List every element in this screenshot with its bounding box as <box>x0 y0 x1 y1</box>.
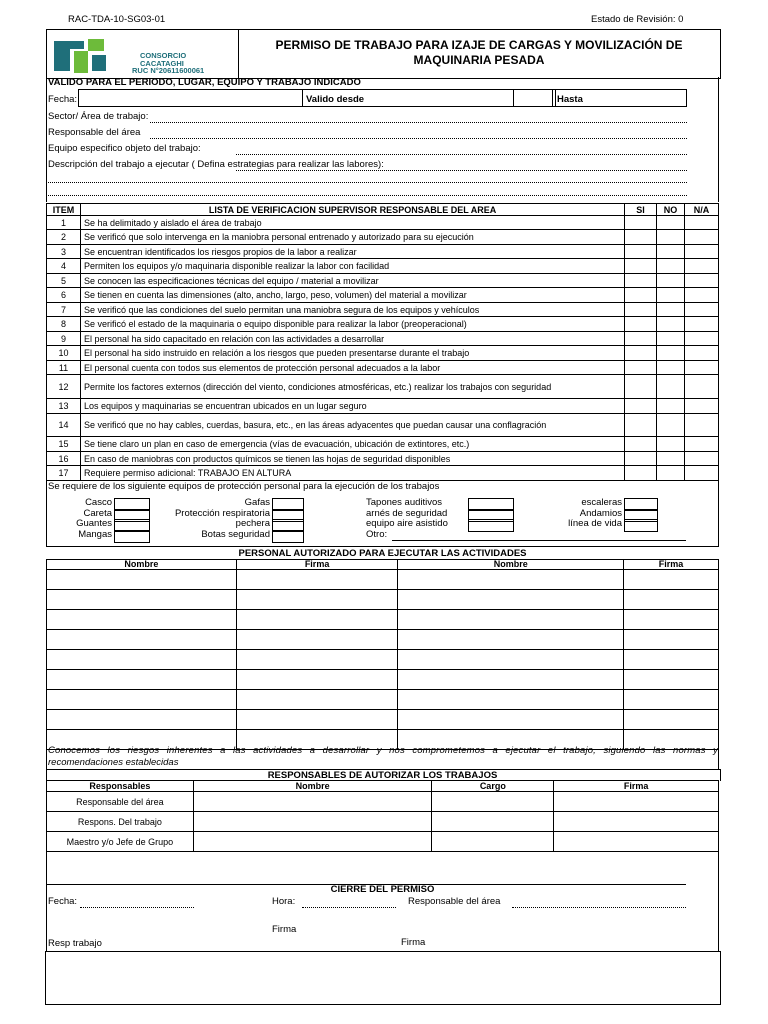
item-number: 5 <box>47 274 81 288</box>
epp-botas-checkbox[interactable] <box>272 530 304 543</box>
table-row <box>47 792 719 812</box>
page-title-line2: MAQUINARIA PESADA <box>413 53 545 67</box>
firma-cell[interactable] <box>236 710 398 730</box>
nombre-cell[interactable] <box>398 630 624 650</box>
epp-botas-label: Botas seguridad <box>201 529 270 540</box>
nombre-cell[interactable] <box>47 670 237 690</box>
epp-pechera-label: pechera <box>235 518 270 529</box>
firma-cell[interactable] <box>554 812 719 832</box>
table-row <box>47 259 719 274</box>
table-row <box>47 650 719 670</box>
general-right-border <box>718 77 719 202</box>
check-na[interactable] <box>685 452 719 466</box>
check-no[interactable] <box>657 361 685 375</box>
check-no[interactable] <box>657 466 685 481</box>
table-row <box>47 288 719 303</box>
nombre-cell[interactable] <box>47 570 237 590</box>
cierre-responsable-label: Responsable del área <box>408 896 501 907</box>
header-divider <box>238 29 239 78</box>
epp-right-border <box>718 481 719 547</box>
nombre-cell[interactable] <box>193 832 432 852</box>
epp-mangas-checkbox[interactable] <box>114 530 150 543</box>
table-row <box>47 230 719 245</box>
check-no[interactable] <box>657 245 685 259</box>
item-text: Se verificó el estado de la maquinaria o equipo disponible para realizar la labor (preoperacional) <box>80 317 624 332</box>
firma-cell[interactable] <box>236 610 398 630</box>
col-si: SI <box>625 204 657 216</box>
cargo-cell[interactable] <box>432 832 554 852</box>
epp-casco-label: Casco <box>85 497 112 508</box>
nombre-cell[interactable] <box>47 650 237 670</box>
sector-label: Sector/ Área de trabajo: <box>48 111 149 122</box>
table-row <box>47 375 719 399</box>
item-number: 1 <box>47 216 81 230</box>
epp-arnes-label: arnés de seguridad <box>366 508 448 519</box>
check-no[interactable] <box>657 274 685 288</box>
col-lista: LISTA DE VERIFICACION SUPERVISOR RESPONSABLE DEL AREA <box>80 204 624 216</box>
item-text: Se tiene claro un plan en caso de emergencia (vías de evacuación, ubicación de extintores, etc.) <box>80 437 624 452</box>
check-si[interactable] <box>625 399 657 414</box>
descripcion-field-2[interactable] <box>48 182 687 183</box>
col-responsables: Responsables <box>47 781 194 792</box>
descripcion-field-1[interactable] <box>236 170 687 171</box>
check-si[interactable] <box>625 216 657 230</box>
check-na[interactable] <box>685 346 719 361</box>
item-number: 6 <box>47 288 81 303</box>
firma-cell[interactable] <box>236 630 398 650</box>
observations-box[interactable] <box>45 951 721 1005</box>
cierre-firma-2-label: Firma <box>401 937 426 948</box>
autorizan-table <box>46 780 719 852</box>
personal-header-row <box>47 560 719 570</box>
logo-text-2: CACATAGHI <box>140 59 184 68</box>
check-na[interactable] <box>685 259 719 274</box>
cargo-cell[interactable] <box>432 792 554 812</box>
epp-andamios-label: Andamios <box>579 508 622 519</box>
nombre-cell[interactable] <box>47 630 237 650</box>
table-row <box>47 317 719 332</box>
item-number: 2 <box>47 230 81 245</box>
col-cargo: Cargo <box>432 781 554 792</box>
responsable-role: Maestro y/o Jefe de Grupo <box>47 832 194 852</box>
check-si[interactable] <box>625 303 657 317</box>
table-row <box>47 361 719 375</box>
firma-cell[interactable] <box>236 670 398 690</box>
validity-heading: VALIDO PARA EL PERIODO, LUGAR, EQUIPO Y TRABAJO INDICADO <box>48 77 361 88</box>
table-row <box>47 590 719 610</box>
check-na[interactable] <box>685 375 719 399</box>
epp-left-border <box>46 481 47 547</box>
table-row <box>47 414 719 437</box>
col-nombre-2: Nombre <box>398 560 624 570</box>
check-si[interactable] <box>625 317 657 332</box>
epp-aire-label: equipo aire asistido <box>366 518 448 529</box>
check-si[interactable] <box>625 332 657 346</box>
item-number: 13 <box>47 399 81 414</box>
col-firma-1: Firma <box>236 560 398 570</box>
nombre-cell[interactable] <box>398 590 624 610</box>
descripcion-label: Descripción del trabajo a ejecutar ( Defina estrategias para realizar las labores): <box>48 159 384 170</box>
col-nombre: Nombre <box>193 781 432 792</box>
check-si[interactable] <box>625 288 657 303</box>
nombre-cell[interactable] <box>398 650 624 670</box>
check-na[interactable] <box>685 361 719 375</box>
check-no[interactable] <box>657 303 685 317</box>
descripcion-field-3[interactable] <box>48 195 687 196</box>
item-text: En caso de maniobras con productos químicos se tienen las hojas de seguridad disponibles <box>80 452 624 466</box>
hasta-label: Hasta <box>557 94 583 105</box>
epp-proteccion-label: Protección respiratoria <box>174 508 270 519</box>
check-si[interactable] <box>625 437 657 452</box>
col-nombre-1: Nombre <box>47 560 237 570</box>
nombre-cell[interactable] <box>193 792 432 812</box>
check-si[interactable] <box>625 414 657 437</box>
table-row <box>47 710 719 730</box>
table-row <box>47 466 719 481</box>
nombre-cell[interactable] <box>398 610 624 630</box>
check-no[interactable] <box>657 332 685 346</box>
check-no[interactable] <box>657 216 685 230</box>
commitment-text-2: recomendaciones establecidas <box>48 757 179 768</box>
item-number: 7 <box>47 303 81 317</box>
check-na[interactable] <box>685 216 719 230</box>
check-na[interactable] <box>685 399 719 414</box>
item-number: 17 <box>47 466 81 481</box>
check-si[interactable] <box>625 361 657 375</box>
epp-escaleras-label: escaleras <box>581 497 622 508</box>
item-text: Se ha delimitado y aislado el área de trabajo <box>80 216 624 230</box>
col-item: ITEM <box>47 204 81 216</box>
cierre-hora-label: Hora: <box>272 896 296 907</box>
check-na[interactable] <box>685 317 719 332</box>
col-firma: Firma <box>554 781 719 792</box>
autorizan-section-title: RESPONSABLES DE AUTORIZAR LOS TRABAJOS <box>267 770 498 781</box>
commitment-text: Conocemos los riesgos inherentes a las actividades a desarrollar y nos comprometemos a ejecutar el trabajo, siguiendo las normas y <box>48 745 718 756</box>
table-row <box>47 399 719 414</box>
sector-field[interactable] <box>150 122 687 123</box>
firma-cell[interactable] <box>236 590 398 610</box>
epp-otro-label: Otro: <box>366 529 388 540</box>
cierre-resp-trabajo-label: Resp trabajo <box>48 938 102 949</box>
company-logo <box>52 35 232 75</box>
table-row <box>47 303 719 317</box>
logo-mark-icon <box>52 35 108 75</box>
item-number: 3 <box>47 245 81 259</box>
check-si[interactable] <box>625 274 657 288</box>
nombre-cell[interactable] <box>398 670 624 690</box>
firma-cell[interactable] <box>624 590 719 610</box>
table-row <box>47 216 719 230</box>
check-no[interactable] <box>657 399 685 414</box>
firma-cell[interactable] <box>624 630 719 650</box>
item-number: 11 <box>47 361 81 375</box>
epp-otro-field[interactable] <box>392 540 686 541</box>
epp-intro: Se requiere de los siguiente equipos de protección personal para la ejecución de los trabajos <box>48 481 440 492</box>
nombre-cell[interactable] <box>47 690 237 710</box>
firma-cell[interactable] <box>624 690 719 710</box>
check-no[interactable] <box>657 375 685 399</box>
epp-guantes-label: Guantes <box>76 518 112 529</box>
col-no: NO <box>657 204 685 216</box>
check-na[interactable] <box>685 414 719 437</box>
table-row <box>47 332 719 346</box>
personal-table <box>46 559 719 750</box>
item-number: 16 <box>47 452 81 466</box>
item-number: 14 <box>47 414 81 437</box>
item-text: Se verificó que no hay cables, cuerdas, basura, etc., en las áreas adyacentes que puedan causar una conflagración <box>80 414 624 437</box>
check-no[interactable] <box>657 288 685 303</box>
item-text: Permiten los equipos y/o maquinaria disponible realizar la labor con facilidad <box>80 259 624 274</box>
item-text: Los equipos y maquinarias se encuentran ubicados en un lugar seguro <box>80 399 624 414</box>
check-na[interactable] <box>685 303 719 317</box>
epp-mangas-label: Mangas <box>78 529 112 540</box>
check-na[interactable] <box>685 230 719 245</box>
revision-status: Estado de Revisión: 0 <box>591 14 684 25</box>
check-si[interactable] <box>625 259 657 274</box>
check-si[interactable] <box>625 452 657 466</box>
check-na[interactable] <box>685 437 719 452</box>
page-title: PERMISO DE TRABAJO PARA IZAJE DE CARGAS Y MOVILIZACIÓN DE <box>275 38 683 52</box>
check-na[interactable] <box>685 466 719 481</box>
table-row <box>47 274 719 288</box>
item-number: 15 <box>47 437 81 452</box>
check-no[interactable] <box>657 259 685 274</box>
item-number: 8 <box>47 317 81 332</box>
check-si[interactable] <box>625 245 657 259</box>
firma-cell[interactable] <box>236 570 398 590</box>
check-na[interactable] <box>685 245 719 259</box>
firma-cell[interactable] <box>624 710 719 730</box>
epp-tapones-label: Tapones auditivos <box>366 497 443 508</box>
cierre-fecha-field[interactable] <box>80 907 194 908</box>
personal-section-title: PERSONAL AUTORIZADO PARA EJECUTAR LAS ACTIVIDADES <box>238 548 527 559</box>
commitment-right-border <box>718 742 719 770</box>
table-row <box>47 245 719 259</box>
autorizan-header-row <box>47 781 719 792</box>
firma-cell[interactable] <box>236 650 398 670</box>
responsable-field[interactable] <box>150 138 687 139</box>
nombre-cell[interactable] <box>398 570 624 590</box>
responsable-role: Responsable del área <box>47 792 194 812</box>
item-number: 10 <box>47 346 81 361</box>
check-no[interactable] <box>657 437 685 452</box>
nombre-cell[interactable] <box>398 690 624 710</box>
check-na[interactable] <box>685 332 719 346</box>
item-text: Requiere permiso adicional: TRABAJO EN ALTURA <box>80 466 624 481</box>
item-text: Permite los factores externos (dirección del viento, condiciones atmosféricas, etc.) realizar los trabajos con seguridad <box>80 375 624 399</box>
checklist-table <box>46 203 719 481</box>
firma-cell[interactable] <box>624 610 719 630</box>
item-text: Se conocen las especificaciones técnicas del equipo / material a movilizar <box>80 274 624 288</box>
item-text: Se tienen en cuenta las dimensiones (alto, ancho, largo, peso, volumen) del material a movilizar <box>80 288 624 303</box>
item-text: Se verificó que solo intervenga en la maniobra personal entrenado y autorizado para su ejecución <box>80 230 624 245</box>
logo-ruc: RUC N°20611600061 <box>132 66 205 75</box>
cargo-cell[interactable] <box>432 812 554 832</box>
item-text: El personal ha sido capacitado en relación con las actividades a desarrollar <box>80 332 624 346</box>
check-no[interactable] <box>657 452 685 466</box>
responsable-role: Respons. Del trabajo <box>47 812 194 832</box>
item-number: 12 <box>47 375 81 399</box>
table-row <box>47 570 719 590</box>
check-na[interactable] <box>685 274 719 288</box>
epp-bottom-border <box>46 546 719 547</box>
nombre-cell[interactable] <box>47 590 237 610</box>
firma-cell[interactable] <box>554 792 719 812</box>
nombre-cell[interactable] <box>47 710 237 730</box>
check-no[interactable] <box>657 317 685 332</box>
table-row <box>47 690 719 710</box>
item-text: Se encuentran identificados los riesgos propios de la labor a realizar <box>80 245 624 259</box>
table-row <box>47 346 719 361</box>
responsable-label: Responsable del área <box>48 127 141 138</box>
table-row <box>47 812 719 832</box>
valido-desde-label: Valido desde <box>306 94 365 105</box>
item-text: El personal cuenta con todos sus elementos de protección personal adecuados a la labor <box>80 361 624 375</box>
firma-cell[interactable] <box>624 570 719 590</box>
table-row <box>47 832 719 852</box>
firma-cell[interactable] <box>624 650 719 670</box>
check-no[interactable] <box>657 346 685 361</box>
nombre-cell[interactable] <box>47 610 237 630</box>
commitment-left-border <box>46 742 47 770</box>
equipo-label: Equipo especifico objeto del trabajo: <box>48 143 201 154</box>
nombre-cell[interactable] <box>398 710 624 730</box>
logo-text-1: CONSORCIO <box>140 51 187 60</box>
epp-linea-vida-label: línea de vida <box>568 518 622 529</box>
general-left-border <box>46 77 47 202</box>
check-si[interactable] <box>625 466 657 481</box>
check-si[interactable] <box>625 230 657 245</box>
epp-aire-checkbox[interactable] <box>468 519 514 532</box>
cierre-right-border <box>718 851 719 951</box>
epp-careta-label: Careta <box>83 508 112 519</box>
firma-cell[interactable] <box>554 832 719 852</box>
check-na[interactable] <box>685 288 719 303</box>
col-firma-2: Firma <box>624 560 719 570</box>
item-text: Se verificó que las condiciones del suelo permitan una maniobra segura de los equipos y vehículos <box>80 303 624 317</box>
firma-cell[interactable] <box>236 690 398 710</box>
cierre-firma-label: Firma <box>272 924 297 935</box>
col-na: N/A <box>685 204 719 216</box>
table-row <box>47 610 719 630</box>
check-si[interactable] <box>625 375 657 399</box>
check-si[interactable] <box>625 346 657 361</box>
cierre-responsable-field[interactable] <box>512 907 686 908</box>
item-text: El personal ha sido instruido en relación a los riesgos que pueden presentarse durante el trabajo <box>80 346 624 361</box>
document-code: RAC-TDA-10-SG03-01 <box>68 14 166 25</box>
epp-gafas-label: Gafas <box>244 497 270 508</box>
nombre-cell[interactable] <box>193 812 432 832</box>
firma-cell[interactable] <box>624 670 719 690</box>
check-no[interactable] <box>657 230 685 245</box>
table-row <box>47 670 719 690</box>
item-number: 4 <box>47 259 81 274</box>
cierre-hora-field[interactable] <box>302 907 396 908</box>
checklist-header-row <box>47 204 719 216</box>
check-no[interactable] <box>657 414 685 437</box>
cierre-left-border <box>46 851 47 951</box>
equipo-field[interactable] <box>236 154 687 155</box>
epp-linea-vida-checkbox[interactable] <box>624 519 658 532</box>
cierre-section-title: CIERRE DEL PERMISO <box>330 884 435 895</box>
cierre-fecha-label: Fecha: <box>48 896 78 907</box>
item-number: 9 <box>47 332 81 346</box>
table-row <box>47 630 719 650</box>
table-row <box>47 437 719 452</box>
fecha-label: Fecha: <box>48 94 78 105</box>
table-row <box>47 452 719 466</box>
